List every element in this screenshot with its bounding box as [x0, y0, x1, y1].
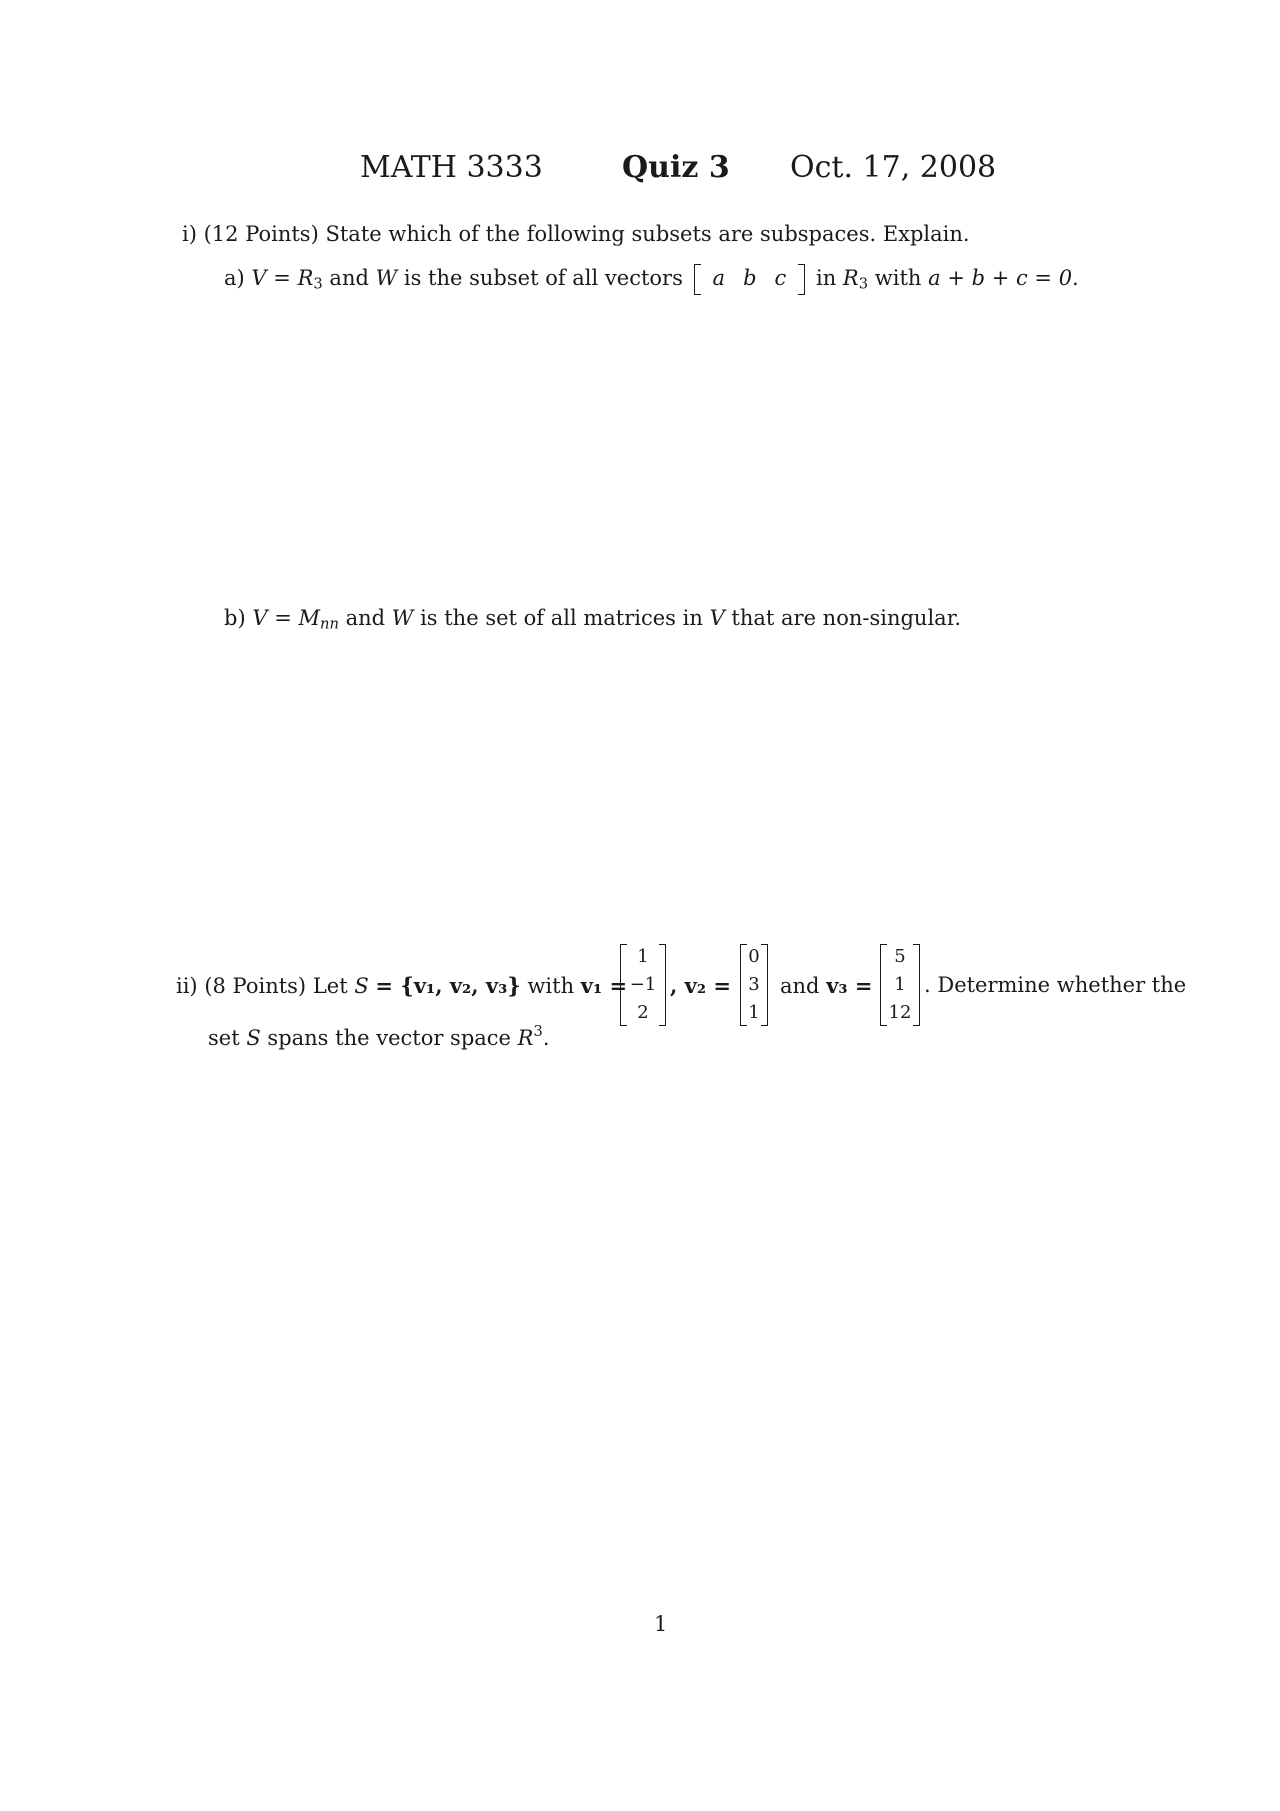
question-2-number: ii)	[176, 974, 198, 998]
question-2-points: (8 Points)	[204, 974, 307, 998]
subscript-3: 3	[858, 275, 869, 293]
vector-entry: a	[712, 266, 726, 290]
vector-entry: 5	[894, 946, 906, 967]
equals-sign: =	[273, 266, 291, 290]
word-and: and	[345, 606, 386, 630]
question-2-line-1-end	[924, 975, 1186, 996]
subscript-nn: nn	[320, 615, 339, 633]
vector-v3	[880, 944, 920, 1026]
v3-label-wrap	[780, 975, 873, 997]
var-V: V	[252, 606, 268, 630]
question-1b	[224, 606, 962, 633]
var-M: M	[298, 606, 320, 630]
equals-sign: =	[274, 606, 292, 630]
var-R: R	[517, 1026, 534, 1050]
var-R: R	[842, 266, 859, 290]
question-1-points: (12 Points)	[203, 222, 319, 246]
v2-label-wrap	[670, 975, 731, 997]
question-2-text: . Determine whether the	[924, 973, 1187, 997]
superscript-3: 3	[533, 1023, 543, 1041]
vector-entry: 12	[888, 1002, 912, 1023]
var-W: W	[391, 606, 414, 630]
vector-v1	[620, 944, 666, 1026]
word-set: set	[208, 1026, 240, 1050]
question-2-line-2	[208, 1023, 550, 1050]
subscript-3: 3	[313, 275, 323, 293]
word-with: with	[874, 266, 922, 290]
vector-entry: 1	[748, 1002, 760, 1023]
set-definition: = {v₁, v₂, v₃}	[375, 973, 521, 998]
quiz-title: Quiz 3	[622, 150, 730, 185]
question-2-line-1	[176, 975, 627, 997]
question-2-text: spans the vector space	[267, 1026, 511, 1050]
v3-label: v₃ =	[826, 973, 873, 998]
var-V: V	[251, 266, 267, 290]
word-in: in	[815, 266, 837, 290]
vector-entry: 1	[894, 974, 906, 995]
vector-entry: 1	[637, 946, 649, 967]
var-S: S	[354, 974, 369, 998]
question-1-number: i)	[182, 222, 197, 246]
vector-entry: −1	[629, 974, 657, 995]
vector-entry: 0	[748, 946, 760, 967]
vector-v2	[740, 944, 768, 1026]
question-1-text: State which of the following subsets are subspaces. Explain.	[325, 222, 970, 246]
v2-label: , v₂ =	[670, 973, 731, 998]
row-vector-abc	[694, 268, 806, 289]
word-and: and	[780, 974, 820, 998]
page-number: 1	[654, 1612, 668, 1636]
vector-entry: b	[743, 266, 757, 290]
var-W: W	[375, 266, 398, 290]
var-R: R	[297, 266, 314, 290]
var-S: S	[246, 1026, 261, 1050]
question-1a	[224, 266, 1079, 293]
part-b-text-end: that are non-singular.	[731, 606, 962, 630]
vector-entry: 3	[748, 974, 760, 995]
part-a-text: is the subset of all vectors	[403, 266, 683, 290]
var-V: V	[709, 606, 725, 630]
word-let: Let	[312, 974, 348, 998]
part-b-label: b)	[224, 606, 246, 630]
part-b-text: is the set of all matrices in	[420, 606, 703, 630]
condition: a + b + c = 0.	[928, 266, 1079, 290]
word-and: and	[329, 266, 369, 290]
vector-entry: 2	[637, 1002, 649, 1023]
v1-label: v₁ =	[580, 973, 628, 998]
vector-entry: c	[774, 266, 787, 290]
period: .	[542, 1026, 550, 1050]
quiz-date: Oct. 17, 2008	[790, 150, 997, 185]
course-title: MATH 3333	[360, 150, 543, 185]
question-1-prompt	[182, 224, 970, 245]
part-a-label: a)	[224, 266, 245, 290]
word-with: with	[527, 974, 575, 998]
